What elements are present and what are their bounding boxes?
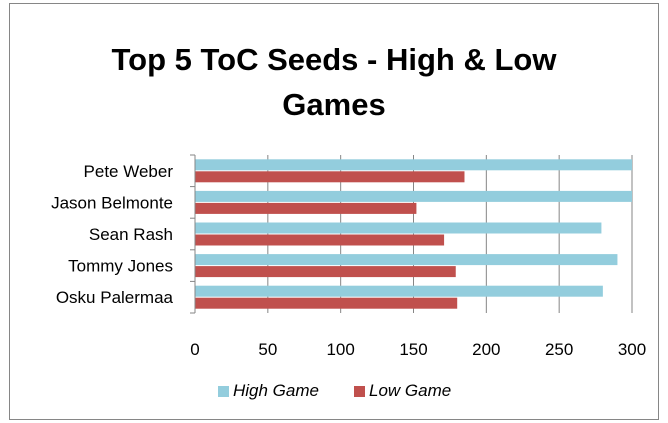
x-tick-label: 50 [258,340,278,359]
x-tick-label: 250 [544,340,574,359]
legend-swatch-low-game [354,386,365,397]
category-label: Osku Palermaa [55,288,173,308]
bar-high-game-osku-palermaa [195,286,603,297]
chart-title-line-1: Top 5 ToC Seeds - High & Low [111,42,557,77]
axes [190,155,195,313]
category-labels [51,162,173,307]
bar-low-game-tommy-jones [195,266,456,277]
bar-high-game-sean-rash [195,223,601,234]
x-tick-label: 0 [190,340,200,359]
category-label: Tommy Jones [68,256,173,276]
bar-high-game-jason-belmonte [195,191,632,202]
chart-title-line-2: Games [282,87,386,122]
bar-low-game-osku-palermaa [195,298,457,309]
bar-high-game-tommy-jones [195,254,617,265]
legend-label-high-game: High Game [233,381,319,400]
legend [218,381,451,400]
bar-low-game-sean-rash [195,235,444,246]
bar-low-game-pete-weber [195,171,464,182]
x-tick-label: 100 [326,340,355,359]
bar-high-game-pete-weber [195,159,632,170]
legend-swatch-high-game [218,386,229,397]
x-tick-label: 200 [472,340,501,359]
category-label: Pete Weber [83,161,173,181]
x-tick-label: 150 [399,340,428,359]
x-tick-label: 300 [617,340,647,359]
bar-low-game-jason-belmonte [195,203,416,214]
chart-title [112,42,558,122]
category-label: Jason Belmonte [51,193,173,213]
legend-label-low-game: Low Game [369,381,452,400]
category-label: Sean Rash [88,225,173,244]
x-tick-labels [190,340,646,359]
